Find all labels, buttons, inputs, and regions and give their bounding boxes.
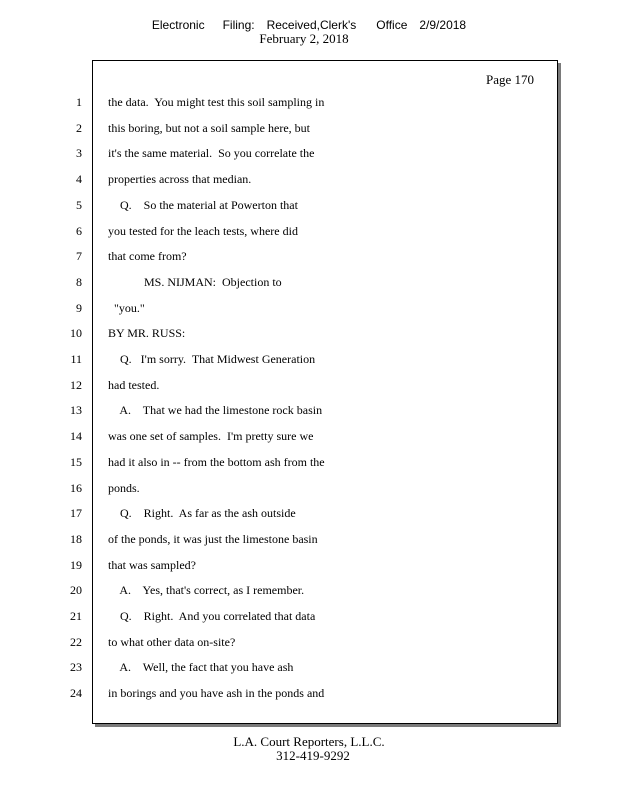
court-reporter-phone: 312-419-9292 <box>276 748 350 763</box>
line-number: 24 <box>70 686 82 700</box>
filing-word: Office <box>376 18 408 32</box>
line-text: in borings and you have ash in the ponds and <box>108 686 325 700</box>
line-number: 11 <box>70 352 82 366</box>
line-number: 4 <box>76 172 82 186</box>
filing-header <box>0 18 618 46</box>
filing-stamp <box>0 18 618 32</box>
line-number: 8 <box>76 275 82 289</box>
line-text: Q. So the material at Powerton that <box>108 198 298 212</box>
line-number: 2 <box>76 121 82 135</box>
line-text: this boring, but not a soil sample here, but <box>108 121 310 135</box>
line-number: 16 <box>70 481 82 495</box>
line-text: to what other data on-site? <box>108 635 236 649</box>
page-number: Page 170 <box>486 72 535 87</box>
line-number: 7 <box>76 249 82 263</box>
line-text: that was sampled? <box>108 558 196 572</box>
line-text: had it also in -- from the bottom ash from the <box>108 455 325 469</box>
line-number: 22 <box>70 635 82 649</box>
line-number: 10 <box>70 326 82 340</box>
line-number: 15 <box>70 455 82 469</box>
line-text: you tested for the leach tests, where did <box>108 224 298 238</box>
line-text: Q. I'm sorry. That Midwest Generation <box>108 352 316 366</box>
court-reporter-name: L.A. Court Reporters, L.L.C. <box>233 734 385 749</box>
line-number: 13 <box>70 403 82 417</box>
line-text: A. Yes, that's correct, as I remember. <box>108 583 305 597</box>
line-number: 3 <box>76 146 82 160</box>
transcript-date: February 2, 2018 <box>259 31 349 46</box>
line-number: 19 <box>70 558 82 572</box>
filing-word: Filing: <box>222 18 255 32</box>
line-text: had tested. <box>108 378 160 392</box>
line-number: 9 <box>76 301 82 315</box>
filing-word: Electronic <box>151 18 205 32</box>
line-number: 21 <box>70 609 82 623</box>
line-text: MS. NIJMAN: Objection to <box>108 275 282 289</box>
line-text: BY MR. RUSS: <box>108 326 186 340</box>
line-text: "you." <box>108 301 145 315</box>
line-text: Q. Right. And you correlated that data <box>108 609 316 623</box>
line-number: 20 <box>70 583 82 597</box>
line-number: 17 <box>70 506 82 520</box>
line-text: properties across that median. <box>108 172 252 186</box>
line-text: A. That we had the limestone rock basin <box>108 403 323 417</box>
line-number: 1 <box>76 95 82 109</box>
filing-word: Received,Clerk's <box>266 18 357 32</box>
line-number: 18 <box>70 532 82 546</box>
line-text: it's the same material. So you correlate the <box>108 146 315 160</box>
line-number: 14 <box>70 429 82 443</box>
line-text: Q. Right. As far as the ash outside <box>108 506 296 520</box>
line-text: A. Well, the fact that you have ash <box>108 660 294 674</box>
line-number: 23 <box>70 660 82 674</box>
line-text: was one set of samples. I'm pretty sure we <box>108 429 314 443</box>
line-number: 5 <box>76 198 82 212</box>
line-number: 6 <box>76 224 82 238</box>
filing-date: 2/9/2018 <box>419 18 467 32</box>
line-text: of the ponds, it was just the limestone basin <box>108 532 318 546</box>
line-text: ponds. <box>108 481 140 495</box>
line-text: that come from? <box>108 249 187 263</box>
footer <box>0 735 618 763</box>
line-number: 12 <box>70 378 82 392</box>
line-text: the data. You might test this soil sampling in <box>108 95 325 109</box>
